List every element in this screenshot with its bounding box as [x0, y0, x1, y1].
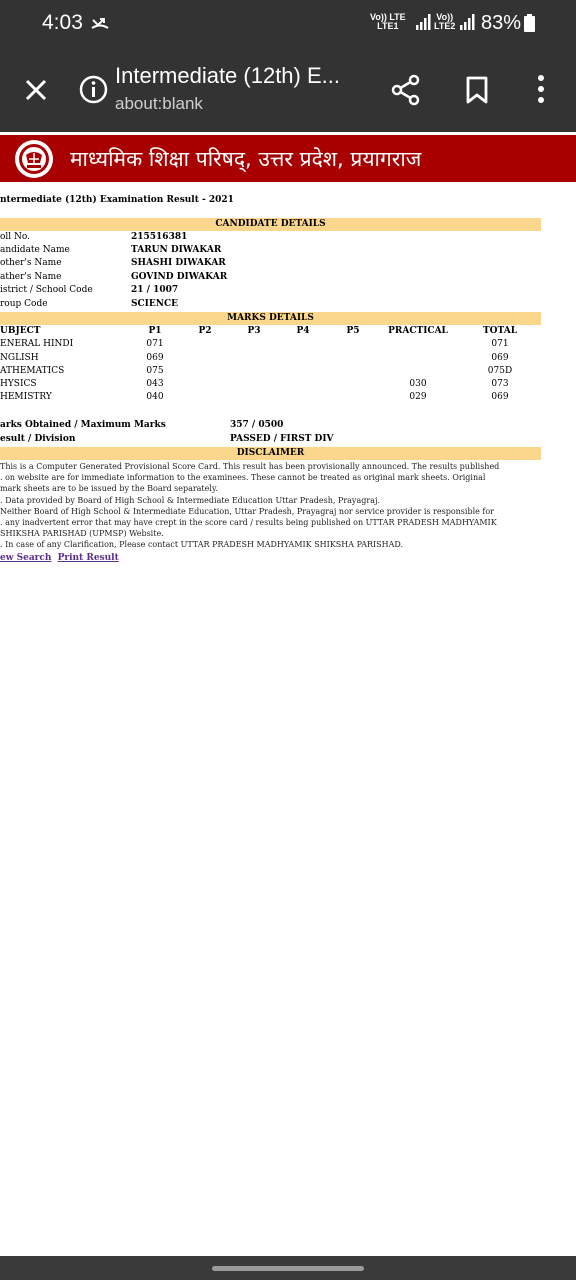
candidate-row — [0, 244, 541, 257]
marks-table-header — [0, 325, 541, 338]
disclaimer-text — [0, 461, 541, 551]
table-row — [0, 391, 541, 404]
disclaimer-header: DISCLAIMER — [0, 447, 541, 460]
result-row — [0, 433, 541, 446]
sim1-network — [370, 13, 406, 31]
subject-cell: NGLISH — [0, 353, 39, 363]
candidate-row — [0, 284, 541, 297]
missed-call-icon — [91, 16, 109, 30]
total-cell: 073 — [491, 379, 509, 389]
marks-details-header: MARKS DETAILS — [0, 312, 541, 325]
column-header: TOTAL — [482, 326, 518, 336]
disclaimer-line: . on website are for immediate information to the examinees. These cannot be treated as original mark sheets. Original — [0, 473, 486, 483]
subject-cell: ENERAL HINDI — [0, 339, 74, 349]
column-header: P3 — [247, 326, 261, 336]
table-row — [0, 338, 541, 351]
candidate-row — [0, 271, 541, 284]
result-value: PASSED / FIRST DIV — [230, 434, 334, 444]
p1-cell: 040 — [146, 392, 164, 402]
home-gesture-handle[interactable] — [212, 1266, 364, 1271]
disclaimer-line: . In case of any Clarification, Please contact UTTAR PRADESH MADHYAMIK SHIKSHA PARISHAD. — [0, 540, 404, 550]
battery-icon — [524, 14, 535, 32]
web-page — [0, 132, 576, 1256]
exam-title: ntermediate (12th) Examination Result - 2021 — [0, 195, 234, 205]
disclaimer-line: . Data provided by Board of High School & Intermediate Education Uttar Pradesh, Prayagraj. — [0, 495, 380, 505]
candidate-label: andidate Name — [0, 245, 70, 255]
more-options-icon[interactable] — [535, 74, 547, 104]
candidate-details-header: CANDIDATE DETAILS — [0, 218, 541, 231]
candidate-label: istrict / School Code — [0, 285, 93, 295]
sim1-network-top: Vo)) LTE — [370, 12, 406, 22]
candidate-row — [0, 231, 541, 244]
disclaimer-line: . any inadvertent error that may have crept in the score card / results being published on UTTAR PRADESH MADHYAMIK — [0, 518, 497, 528]
column-header: UBJECT — [0, 326, 41, 336]
info-icon[interactable] — [79, 75, 108, 104]
candidate-label: roup Code — [0, 299, 48, 309]
table-row — [0, 365, 541, 378]
p1-cell: 071 — [146, 339, 164, 349]
board-banner — [0, 135, 576, 182]
close-icon[interactable] — [22, 76, 50, 104]
bookmark-icon[interactable] — [465, 76, 489, 104]
battery-percentage: 83% — [481, 12, 522, 34]
system-navigation-bar — [0, 1256, 576, 1280]
marks-summary-row — [0, 419, 541, 432]
subject-cell: HEMISTRY — [0, 392, 52, 402]
subject-cell: ATHEMATICS — [0, 366, 65, 376]
p1-cell: 043 — [146, 379, 164, 389]
status-time: 4:03 — [42, 11, 83, 34]
column-header: P4 — [296, 326, 310, 336]
print-result-link[interactable]: Print Result — [57, 553, 119, 563]
candidate-value: 215516381 — [131, 232, 188, 242]
marks-obtained-value: 357 / 0500 — [230, 420, 284, 430]
result-links — [0, 553, 122, 563]
page-title: Intermediate (12th) E... — [115, 63, 340, 88]
sim1-network-bottom: LTE1 — [377, 21, 399, 31]
total-cell: 075D — [487, 366, 513, 376]
signal-icon — [459, 14, 475, 30]
disclaimer-line: mark sheets are to be issued by the Board separately. — [0, 484, 218, 494]
p1-cell: 075 — [146, 366, 164, 376]
page-url[interactable]: about:blank — [115, 94, 203, 113]
up-emblem-logo — [14, 139, 54, 179]
share-icon[interactable] — [390, 74, 422, 106]
column-header: PRACTICAL — [388, 326, 448, 336]
total-cell: 069 — [491, 392, 509, 402]
signal-icon — [415, 14, 431, 30]
candidate-value: TARUN DIWAKAR — [131, 245, 222, 255]
table-row — [0, 352, 541, 365]
total-cell: 069 — [491, 353, 509, 363]
column-header: P5 — [346, 326, 360, 336]
disclaimer-line: This is a Computer Generated Provisional Score Card. This result has been provisionally announced. The results published — [0, 462, 500, 471]
disclaimer-line: Neither Board of High School & Intermediate Education, Uttar Pradesh, Prayagraj nor service provider is responsible for — [0, 506, 495, 516]
result-label: esult / Division — [0, 434, 76, 444]
column-header: P2 — [198, 326, 212, 336]
marks-obtained-label: arks Obtained / Maximum Marks — [0, 420, 166, 430]
column-header: P1 — [148, 326, 162, 336]
p1-cell: 069 — [146, 353, 164, 363]
sim2-network-top: Vo)) — [436, 12, 454, 22]
status-bar — [0, 0, 576, 46]
browser-toolbar — [0, 46, 576, 132]
candidate-value: SCIENCE — [131, 299, 178, 309]
candidate-value: 21 / 1007 — [131, 285, 179, 295]
practical-cell: 030 — [409, 379, 427, 389]
table-row — [0, 378, 541, 391]
board-title: माध्यमिक शिक्षा परिषद्, उत्तर प्रदेश, प्रयागराज — [70, 147, 422, 171]
subject-cell: HYSICS — [0, 379, 37, 389]
candidate-label: other's Name — [0, 258, 62, 268]
candidate-value: GOVIND DIWAKAR — [131, 272, 228, 282]
sim2-network — [434, 13, 455, 31]
candidate-value: SHASHI DIWAKAR — [131, 258, 226, 268]
candidate-row — [0, 298, 541, 311]
candidate-label: oll No. — [0, 232, 31, 242]
practical-cell: 029 — [409, 392, 427, 402]
new-search-link[interactable]: ew Search — [0, 553, 52, 563]
sim2-network-bottom: LTE2 — [434, 21, 456, 31]
candidate-row — [0, 257, 541, 270]
candidate-label: ather's Name — [0, 272, 62, 282]
disclaimer-line: SHIKSHA PARISHAD (UPMSP) Website. — [0, 529, 164, 539]
total-cell: 071 — [491, 339, 509, 349]
